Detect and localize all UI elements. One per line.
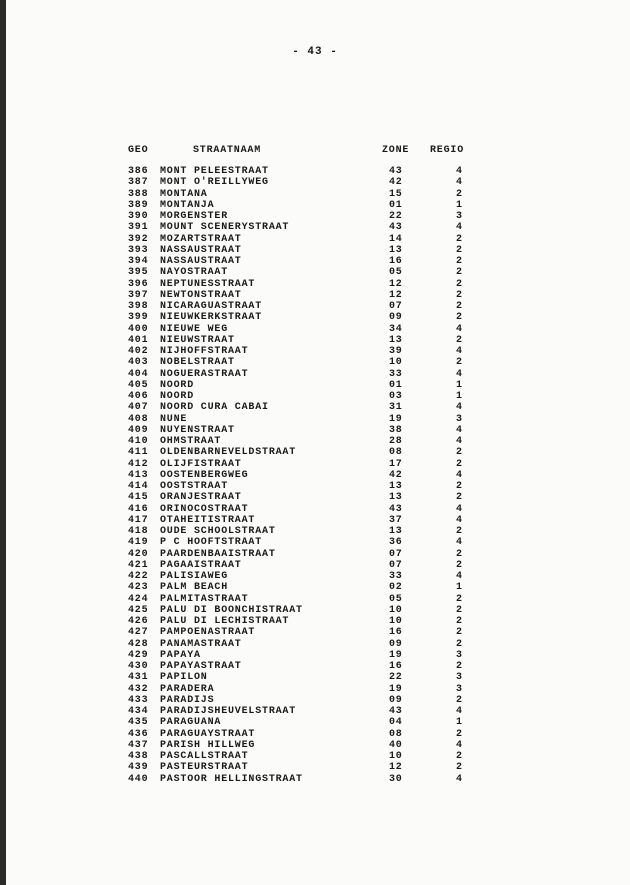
table-row: [0, 605, 630, 616]
regio: 2: [456, 627, 463, 639]
street-name: PAPAYA: [160, 649, 201, 661]
street-name: OLIJFISTRAAT: [160, 458, 242, 470]
geo-code: 390: [128, 211, 149, 222]
table-row: [0, 515, 630, 526]
table-row: [0, 290, 630, 301]
table-row: [0, 549, 630, 560]
street-name: OLDENBARNEVELDSTRAAT: [160, 447, 297, 459]
zone: 33: [389, 571, 403, 582]
zone: 19: [389, 413, 403, 425]
regio: 4: [456, 739, 463, 751]
table-row: [0, 267, 630, 278]
regio: 2: [456, 233, 463, 245]
geo-code: 405: [128, 379, 149, 391]
geo-code: 430: [128, 661, 149, 672]
header-straatnaam: STRAATNAAM: [193, 145, 262, 156]
street-name: PANAMASTRAAT: [160, 638, 242, 650]
zone: 15: [389, 188, 403, 200]
table-row: [0, 571, 630, 582]
geo-code: 424: [128, 593, 149, 605]
regio: 4: [456, 323, 463, 335]
geo-code: 421: [128, 559, 149, 571]
table-row: [0, 459, 630, 470]
geo-code: 422: [128, 571, 149, 582]
street-name: PAARDENBAAISTRAAT: [160, 548, 276, 560]
regio: 2: [456, 256, 463, 267]
table-row: [0, 639, 630, 650]
zone: 07: [389, 548, 403, 560]
table-row: [0, 402, 630, 413]
table-row: [0, 245, 630, 256]
table-row: [0, 470, 630, 481]
street-name: NEWTONSTRAAT: [160, 289, 242, 301]
table-row: [0, 447, 630, 458]
street-name: PARADIJS: [160, 694, 215, 706]
table-row: [0, 346, 630, 357]
header-zone: ZONE: [382, 145, 410, 156]
zone: 01: [389, 199, 403, 211]
geo-code: 429: [128, 649, 149, 661]
table-row: [0, 335, 630, 346]
zone: 37: [389, 514, 403, 526]
zone: 02: [389, 582, 403, 594]
table-row: [0, 177, 630, 188]
regio: 2: [456, 289, 463, 301]
street-name: PARADIJSHEUVELSTRAAT: [160, 706, 297, 717]
street-name: NUNE: [160, 413, 188, 425]
regio: 2: [456, 278, 463, 290]
zone: 16: [389, 256, 403, 267]
geo-code: 404: [128, 368, 149, 380]
regio: 1: [456, 391, 463, 402]
zone: 05: [389, 267, 403, 279]
table-row: [0, 425, 630, 436]
zone: 09: [389, 694, 403, 706]
zone: 43: [389, 222, 403, 234]
zone: 10: [389, 616, 403, 627]
zone: 07: [389, 301, 403, 312]
table-row: [0, 200, 630, 211]
zone: 38: [389, 424, 403, 436]
zone: 13: [389, 334, 403, 346]
header-geo: GEO: [128, 145, 149, 156]
street-name: NOBELSTRAAT: [160, 357, 235, 369]
zone: 19: [389, 683, 403, 695]
table-row: [0, 706, 630, 717]
geo-code: 432: [128, 683, 149, 695]
table-row: [0, 740, 630, 751]
geo-code: 397: [128, 289, 149, 301]
regio: 4: [456, 773, 463, 785]
geo-code: 431: [128, 672, 149, 684]
geo-code: 389: [128, 199, 149, 211]
geo-code: 427: [128, 627, 149, 639]
zone: 31: [389, 402, 403, 414]
street-name: MONT PELEESTRAAT: [160, 166, 269, 177]
regio: 1: [456, 717, 463, 729]
table-row: [0, 672, 630, 683]
street-name: NUYENSTRAAT: [160, 424, 235, 436]
table-row: [0, 684, 630, 695]
geo-code: 434: [128, 706, 149, 717]
table-row: [0, 481, 630, 492]
zone: 01: [389, 379, 403, 391]
zone: 28: [389, 436, 403, 447]
table-row: [0, 391, 630, 402]
regio: 2: [456, 244, 463, 256]
zone: 17: [389, 458, 403, 470]
table-row: [0, 324, 630, 335]
page-number: - 43 -: [292, 46, 338, 58]
table-row: [0, 661, 630, 672]
street-name: NIEUWE WEG: [160, 323, 229, 335]
street-name: NIJHOFFSTRAAT: [160, 346, 249, 357]
zone: 43: [389, 503, 403, 515]
geo-code: 407: [128, 402, 149, 414]
zone: 07: [389, 559, 403, 571]
zone: 33: [389, 368, 403, 380]
geo-code: 403: [128, 357, 149, 369]
table-row: [0, 166, 630, 177]
geo-code: 395: [128, 267, 149, 279]
geo-code: 398: [128, 301, 149, 312]
regio: 2: [456, 458, 463, 470]
regio: 4: [456, 402, 463, 414]
geo-code: 423: [128, 582, 149, 594]
street-name: PARAGUANA: [160, 717, 222, 729]
table-row: [0, 256, 630, 267]
geo-code: 413: [128, 469, 149, 481]
geo-code: 412: [128, 458, 149, 470]
geo-code: 408: [128, 413, 149, 425]
geo-code: 411: [128, 447, 149, 459]
street-name: PALISIAWEG: [160, 571, 229, 582]
street-name: PALU DI LECHISTRAAT: [160, 616, 290, 627]
zone: 10: [389, 604, 403, 616]
table-row: [0, 222, 630, 233]
regio: 4: [456, 424, 463, 436]
regio: 4: [456, 514, 463, 526]
regio: 2: [456, 638, 463, 650]
geo-code: 388: [128, 188, 149, 200]
regio: 3: [456, 649, 463, 661]
street-name: NOORD CURA CABAI: [160, 402, 269, 414]
street-name: OTAHEITISTRAAT: [160, 514, 256, 526]
zone: 30: [389, 773, 403, 785]
street-name: NAYOSTRAAT: [160, 267, 229, 279]
geo-code: 406: [128, 391, 149, 402]
street-name: PASTOOR HELLINGSTRAAT: [160, 773, 303, 785]
table-row: [0, 616, 630, 627]
geo-code: 409: [128, 424, 149, 436]
regio: 2: [456, 312, 463, 324]
regio: 2: [456, 728, 463, 740]
regio: 4: [456, 222, 463, 234]
regio: 1: [456, 379, 463, 391]
geo-code: 401: [128, 334, 149, 346]
street-name: MONTANJA: [160, 199, 215, 211]
zone: 14: [389, 233, 403, 245]
street-name: NIEUWKERKSTRAAT: [160, 312, 263, 324]
street-name: NICARAGUASTRAAT: [160, 301, 263, 312]
street-name: PAMPOENASTRAAT: [160, 627, 256, 639]
street-name: MONTANA: [160, 188, 208, 200]
geo-code: 392: [128, 233, 149, 245]
regio: 2: [456, 616, 463, 627]
regio: 4: [456, 469, 463, 481]
zone: 22: [389, 211, 403, 222]
street-name: MORGENSTER: [160, 211, 229, 222]
regio: 2: [456, 301, 463, 312]
table-row: [0, 751, 630, 762]
street-name: PARADERA: [160, 683, 215, 695]
table-row: [0, 189, 630, 200]
table-row: [0, 279, 630, 290]
zone: 16: [389, 661, 403, 672]
zone: 19: [389, 649, 403, 661]
zone: 42: [389, 177, 403, 189]
regio: 1: [456, 199, 463, 211]
regio: 2: [456, 492, 463, 504]
table-row: [0, 537, 630, 548]
geo-code: 396: [128, 278, 149, 290]
regio: 2: [456, 548, 463, 560]
street-name: NOGUERASTRAAT: [160, 368, 249, 380]
street-name: PALMITASTRAAT: [160, 593, 249, 605]
table-row: [0, 560, 630, 571]
regio: 2: [456, 481, 463, 492]
geo-code: 393: [128, 244, 149, 256]
street-name: PARISH HILLWEG: [160, 739, 256, 751]
geo-code: 425: [128, 604, 149, 616]
zone: 40: [389, 739, 403, 751]
geo-code: 428: [128, 638, 149, 650]
regio: 2: [456, 762, 463, 774]
street-name: PAPILON: [160, 672, 208, 684]
table-row: [0, 436, 630, 447]
regio: 4: [456, 346, 463, 357]
street-name: PASTEURSTRAAT: [160, 762, 249, 774]
regio: 4: [456, 166, 463, 177]
zone: 39: [389, 346, 403, 357]
table-row: [0, 369, 630, 380]
geo-code: 410: [128, 436, 149, 447]
regio: 1: [456, 582, 463, 594]
geo-code: 437: [128, 739, 149, 751]
geo-code: 394: [128, 256, 149, 267]
table-row: [0, 627, 630, 638]
table-row: [0, 492, 630, 503]
table-row: [0, 729, 630, 740]
geo-code: 439: [128, 762, 149, 774]
regio: 2: [456, 694, 463, 706]
zone: 08: [389, 728, 403, 740]
regio: 2: [456, 661, 463, 672]
regio: 2: [456, 188, 463, 200]
street-name: OOSTSTRAAT: [160, 481, 229, 492]
regio: 2: [456, 357, 463, 369]
street-name: OOSTENBERGWEG: [160, 469, 249, 481]
street-name: PAPAYASTRAAT: [160, 661, 242, 672]
geo-code: 416: [128, 503, 149, 515]
zone: 22: [389, 672, 403, 684]
regio: 4: [456, 177, 463, 189]
table-row: [0, 695, 630, 706]
table-row: [0, 211, 630, 222]
regio: 2: [456, 751, 463, 762]
geo-code: 420: [128, 548, 149, 560]
geo-code: 436: [128, 728, 149, 740]
zone: 42: [389, 469, 403, 481]
street-name: NOORD: [160, 391, 195, 402]
geo-code: 402: [128, 346, 149, 357]
street-name: PAGAAISTRAAT: [160, 559, 242, 571]
table-row: [0, 582, 630, 593]
regio: 2: [456, 604, 463, 616]
regio: 4: [456, 436, 463, 447]
zone: 12: [389, 762, 403, 774]
table-row: [0, 594, 630, 605]
street-name: NASSAUSTRAAT: [160, 244, 242, 256]
geo-code: 391: [128, 222, 149, 234]
zone: 13: [389, 492, 403, 504]
geo-code: 387: [128, 177, 149, 189]
zone: 13: [389, 481, 403, 492]
geo-code: 419: [128, 537, 149, 549]
geo-code: 415: [128, 492, 149, 504]
street-name: MONT O'REILLYWEG: [160, 177, 269, 189]
regio: 4: [456, 571, 463, 582]
table-row: [0, 504, 630, 515]
zone: 12: [389, 278, 403, 290]
table-row: [0, 414, 630, 425]
zone: 43: [389, 706, 403, 717]
zone: 10: [389, 357, 403, 369]
geo-code: 418: [128, 526, 149, 537]
regio: 4: [456, 368, 463, 380]
zone: 36: [389, 537, 403, 549]
zone: 10: [389, 751, 403, 762]
geo-code: 417: [128, 514, 149, 526]
street-name: NOORD: [160, 379, 195, 391]
zone: 04: [389, 717, 403, 729]
table-row: [0, 774, 630, 785]
street-name: ORANJESTRAAT: [160, 492, 242, 504]
regio: 2: [456, 334, 463, 346]
geo-code: 426: [128, 616, 149, 627]
zone: 13: [389, 526, 403, 537]
geo-code: 414: [128, 481, 149, 492]
table-row: [0, 357, 630, 368]
zone: 09: [389, 312, 403, 324]
regio: 2: [456, 267, 463, 279]
street-name: PALM BEACH: [160, 582, 229, 594]
regio: 2: [456, 447, 463, 459]
table-row: [0, 312, 630, 323]
zone: 12: [389, 289, 403, 301]
header-regio: REGIO: [430, 145, 465, 156]
geo-code: 438: [128, 751, 149, 762]
table-row: [0, 234, 630, 245]
geo-code: 433: [128, 694, 149, 706]
regio: 3: [456, 211, 463, 222]
table-row: [0, 717, 630, 728]
geo-code: 440: [128, 773, 149, 785]
geo-code: 399: [128, 312, 149, 324]
zone: 03: [389, 391, 403, 402]
street-name: OHMSTRAAT: [160, 436, 222, 447]
street-name: PASCALLSTRAAT: [160, 751, 249, 762]
regio: 4: [456, 503, 463, 515]
street-name: NASSAUSTRAAT: [160, 256, 242, 267]
street-name: NIEUWSTRAAT: [160, 334, 235, 346]
table-row: [0, 380, 630, 391]
street-name: P C HOOFTSTRAAT: [160, 537, 263, 549]
street-name: ORINOCOSTRAAT: [160, 503, 249, 515]
zone: 16: [389, 627, 403, 639]
zone: 09: [389, 638, 403, 650]
table-row: [0, 650, 630, 661]
regio: 4: [456, 706, 463, 717]
geo-code: 386: [128, 166, 149, 177]
street-name: OUDE SCHOOLSTRAAT: [160, 526, 276, 537]
regio: 2: [456, 526, 463, 537]
street-name: MOZARTSTRAAT: [160, 233, 242, 245]
regio: 2: [456, 593, 463, 605]
zone: 34: [389, 323, 403, 335]
street-name: PARAGUAYSTRAAT: [160, 728, 256, 740]
table-row: [0, 301, 630, 312]
regio: 3: [456, 413, 463, 425]
street-name: PALU DI BOONCHISTRAAT: [160, 604, 303, 616]
zone: 08: [389, 447, 403, 459]
zone: 05: [389, 593, 403, 605]
zone: 13: [389, 244, 403, 256]
geo-code: 435: [128, 717, 149, 729]
table-row: [0, 762, 630, 773]
table-row: [0, 526, 630, 537]
street-name: NEPTUNESSTRAAT: [160, 278, 256, 290]
regio: 4: [456, 537, 463, 549]
regio: 3: [456, 683, 463, 695]
street-name: MOUNT SCENERYSTRAAT: [160, 222, 290, 234]
zone: 43: [389, 166, 403, 177]
street-table: [0, 166, 630, 785]
geo-code: 400: [128, 323, 149, 335]
regio: 3: [456, 672, 463, 684]
regio: 2: [456, 559, 463, 571]
